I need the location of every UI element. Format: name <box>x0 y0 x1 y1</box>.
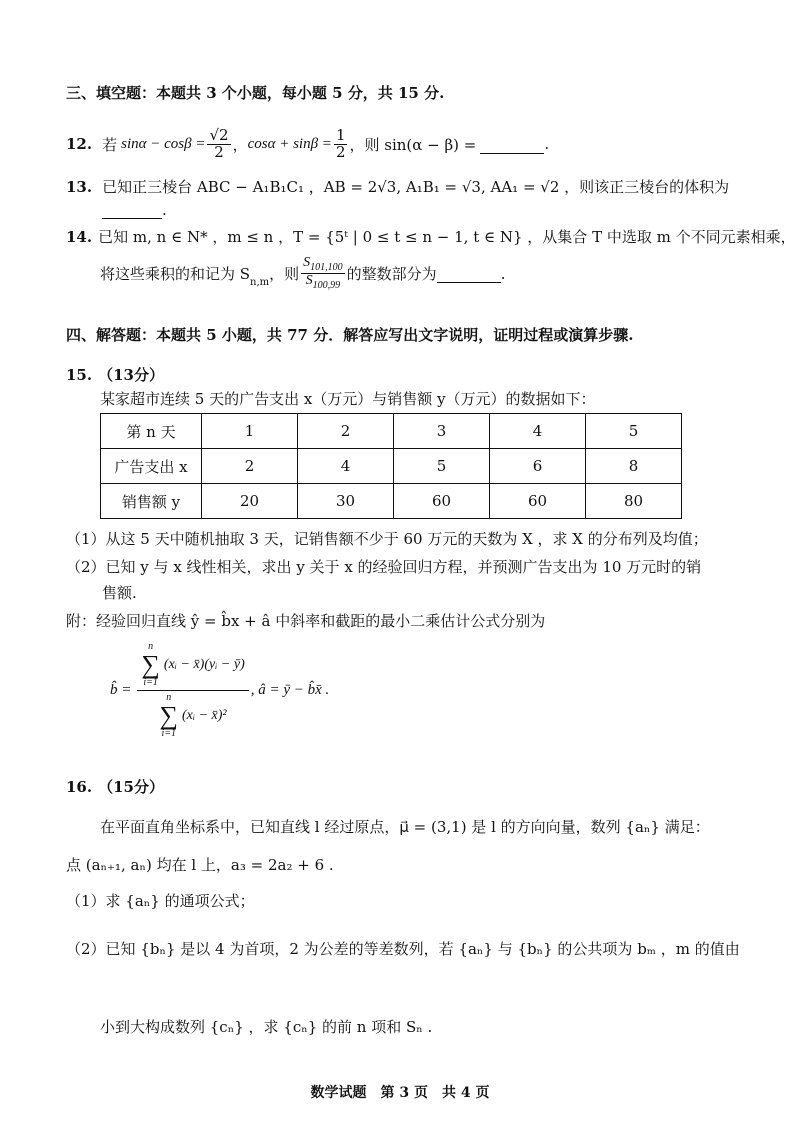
question-14-line2-mid: ，则 <box>269 265 300 284</box>
question-14-end: . <box>500 264 506 283</box>
table-cell: 5 <box>586 414 682 449</box>
question-16-number: 16. <box>66 778 93 796</box>
question-16-part-2-line-1: （2）已知 {bₙ} 是以 4 为首项，2 为公差的等差数列，若 {aₙ} 与 {bₙ} 的公共项为 bₘ ，m 的值由 <box>66 940 740 958</box>
question-13-end: . <box>162 201 167 219</box>
question-14-frac-num: S <box>303 255 311 270</box>
question-13-text: 已知正三棱台 ABC − A₁B₁C₁ ，AB = 2√3, A₁B₁ = √3, AA₁ = √2 ，则该正三棱台的体积为 <box>102 178 730 196</box>
question-14-line2-sub: n,m <box>250 276 270 288</box>
question-15-appendix: 附：经验回归直线 ŷ = b̂x + â 中斜率和截距的最小二乘估计公式分别为 <box>66 612 546 630</box>
question-12-expr2: cosα + sinβ = <box>247 135 332 152</box>
question-12-frac2 <box>334 128 348 161</box>
question-15-heading <box>66 364 164 385</box>
table-cell: 5 <box>394 449 490 484</box>
question-12-number: 12. <box>66 135 93 154</box>
question-14-frac-num-sub: 101,100 <box>310 261 343 273</box>
question-14-number: 14. <box>66 228 93 246</box>
question-14-line-1 <box>66 226 796 247</box>
question-14-fraction <box>301 256 345 292</box>
question-14-line2-tail: 的整数部分为 <box>346 265 437 284</box>
sum-top: n <box>166 692 172 703</box>
numerator-term: (xᵢ − x̄)(yᵢ − ȳ) <box>163 656 245 672</box>
question-14-frac-den: S <box>305 273 313 289</box>
question-16-score: （15分） <box>98 778 164 796</box>
table-cell: 4 <box>490 414 586 449</box>
table-cell: 80 <box>586 484 682 519</box>
question-12-frac2-num: 1 <box>335 126 346 144</box>
question-15-part-2-line-1: （2）已知 y 与 x 线性相关，求出 y 关于 x 的经验回归方程，并预测广告支出为 10 万元时的销 <box>66 558 702 576</box>
sigma-icon: ∑ <box>141 650 160 679</box>
table-cell: 3 <box>394 414 490 449</box>
section-4-header: 四、解答题：本题共 5 小题，共 77 分．解答应写出文字说明，证明过程或演算步骤. <box>66 326 634 344</box>
question-12-frac2-den: 2 <box>335 142 346 161</box>
question-16-line-1: 在平面直角坐标系中，已知直线 l 经过原点，μ⃗ = (3,1) 是 l 的方向向量，数列 {aₙ} 满足： <box>100 818 710 836</box>
question-13-number: 13. <box>66 178 93 196</box>
question-15-score: （13分） <box>98 366 164 384</box>
formula-lhs: b̂ = <box>110 682 132 698</box>
table-cell: 8 <box>586 449 682 484</box>
page-footer: 数学试题 第 3 页 共 4 页 <box>310 1085 490 1101</box>
question-12-answer-blank[interactable] <box>480 135 544 154</box>
table-cell: 60 <box>394 484 490 519</box>
question-16-heading <box>66 776 164 797</box>
sum-top: n <box>148 641 154 652</box>
question-14-answer-blank[interactable] <box>437 264 501 283</box>
question-12-sep: ， <box>232 135 248 154</box>
question-12-end: . <box>544 135 550 154</box>
question-13 <box>66 176 729 197</box>
table-row <box>101 449 682 484</box>
question-15-part-2-line-2: 售额. <box>102 584 137 602</box>
table-cell: 1 <box>202 414 298 449</box>
question-15-part-1: （1）从这 5 天中随机抽取 3 天，记销售额不少于 60 万元的天数为 X ，求 X 的分布列及均值； <box>66 530 708 548</box>
question-12-tail: ，则 sin(α − β) = <box>349 135 477 154</box>
question-12-frac1-den: 2 <box>214 142 224 161</box>
table-cell: 4 <box>298 449 394 484</box>
table-row <box>101 484 682 519</box>
question-14-line-2 <box>100 256 505 292</box>
formula-fraction <box>137 640 248 741</box>
question-12 <box>66 128 549 161</box>
data-table <box>100 413 682 519</box>
question-13-answer-line <box>102 200 167 219</box>
question-15-intro: 某家超市连续 5 天的广告支出 x（万元）与销售额 y（万元）的数据如下： <box>100 390 596 408</box>
table-row-header: 广告支出 x <box>101 449 202 484</box>
question-12-frac1 <box>207 128 230 161</box>
table-row <box>101 414 682 449</box>
table-row-header: 销售额 y <box>101 484 202 519</box>
table-cell: 20 <box>202 484 298 519</box>
table-cell: 6 <box>490 449 586 484</box>
denominator-term: (xᵢ − x̄)² <box>182 707 227 723</box>
sum-bottom: i=1 <box>143 677 158 688</box>
table-cell: 60 <box>490 484 586 519</box>
question-12-frac1-num: √2 <box>209 126 229 144</box>
question-16-part-2-line-2: 小到大构成数列 {cₙ} ，求 {cₙ} 的前 n 项和 Sₙ . <box>100 1018 433 1036</box>
question-16-part-1: （1）求 {aₙ} 的通项公式； <box>66 892 255 910</box>
formula-tail: , â = ȳ − b̂x̄ . <box>250 682 330 698</box>
question-13-answer-blank[interactable] <box>102 200 162 219</box>
regression-formula <box>110 640 329 741</box>
question-14-frac-den-sub: 100,99 <box>312 280 341 292</box>
question-14-line1-text: 已知 m, n ∈ N* ，m ≤ n ，T = {5ᵗ | 0 ≤ t ≤ n − 1, t ∈ N} ，从集合 T 中选取 m 个不同元素相乘， <box>98 228 796 246</box>
sigma-icon: ∑ <box>159 701 179 730</box>
question-14-line2-pre: 将这些乘积的和记为 S <box>100 265 251 284</box>
table-row-header: 第 n 天 <box>101 414 202 449</box>
question-12-lead: 若 <box>102 135 118 154</box>
table-cell: 30 <box>298 484 394 519</box>
question-12-expr1: sinα − cosβ = <box>121 135 206 152</box>
table-cell: 2 <box>298 414 394 449</box>
question-15-number: 15. <box>66 366 93 384</box>
table-cell: 2 <box>202 449 298 484</box>
sum-bottom: i=1 <box>161 728 176 739</box>
question-16-line-2: 点 (aₙ₊₁, aₙ) 均在 l 上，a₃ = 2a₂ + 6 . <box>66 856 334 874</box>
section-3-header: 三、填空题：本题共 3 个小题，每小题 5 分，共 15 分. <box>66 84 445 102</box>
